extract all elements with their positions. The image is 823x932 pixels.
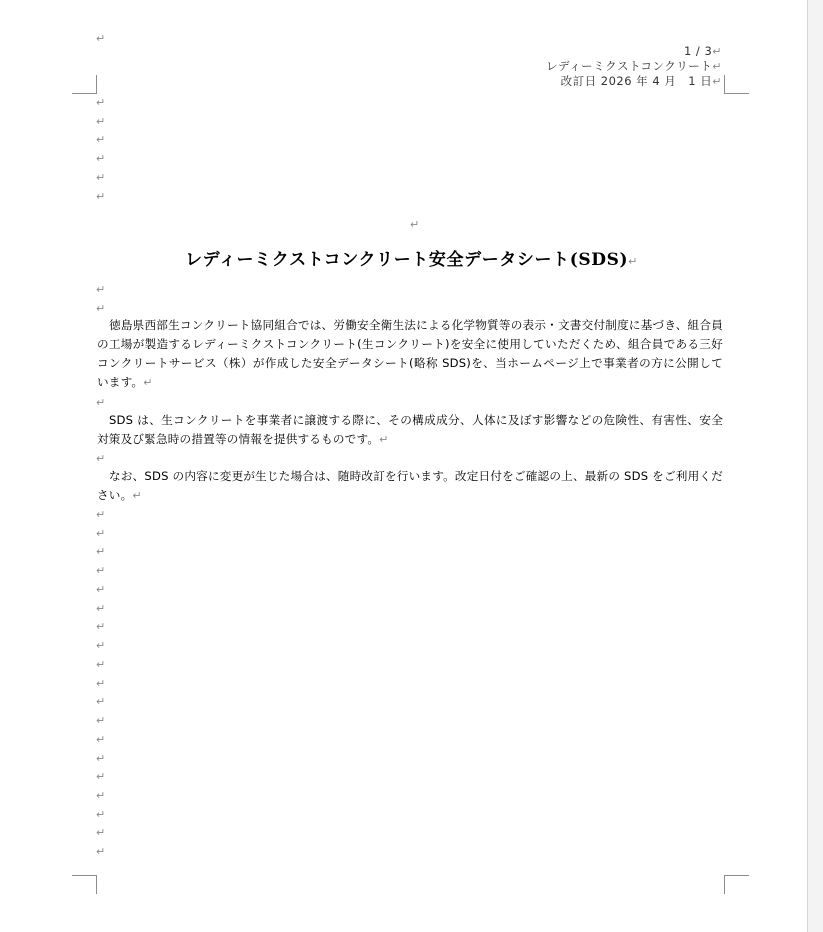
paragraph-mark-icon: ↵ [96, 96, 106, 109]
paragraph-mark-icon: ↵ [132, 489, 142, 502]
paragraph-mark-icon: ↵ [410, 218, 420, 231]
body-paragraph-revision-note: なお、SDS の内容に変更が生じた場合は、随時改訂を行います。改定日付をご確認の上、最新の SDS をご利用ください。↵ [97, 469, 723, 502]
paragraph-mark-icon: ↵ [96, 396, 106, 409]
paragraph-mark-icon: ↵ [96, 152, 106, 165]
body-paragraph-sds-purpose: SDS は、生コンクリートを事業者に譲渡する際に、その構成成分、人体に及ぼす影響などの危険性、有害性、安全対策及び緊急時の措置等の情報を提供するものです。↵ [97, 413, 723, 446]
header-product-name: レディーミクストコンクリート↵ [546, 59, 722, 73]
vertical-scrollbar[interactable] [807, 0, 823, 932]
crop-mark-bottom-left [72, 875, 97, 894]
paragraph-mark-icon: ↵ [96, 602, 106, 615]
paragraph-mark-icon: ↵ [96, 508, 106, 521]
paragraph-mark-icon: ↵ [96, 714, 106, 727]
paragraph-mark-icon: ↵ [96, 639, 106, 652]
paragraph-mark-icon: ↵ [96, 302, 106, 315]
paragraph-mark-icon: ↵ [96, 545, 106, 558]
crop-mark-bottom-right [724, 875, 749, 894]
paragraph-mark-icon: ↵ [96, 190, 106, 203]
header-page-counter: 1 / 3↵ [683, 44, 722, 58]
paragraph-mark-icon: ↵ [96, 845, 106, 858]
paragraph-mark-icon: ↵ [96, 752, 106, 765]
paragraph-mark-icon: ↵ [712, 45, 722, 58]
paragraph-mark-icon: ↵ [96, 452, 106, 465]
paragraph-mark-icon: ↵ [96, 677, 106, 690]
paragraph-mark-icon: ↵ [96, 115, 106, 128]
paragraph-mark-icon: ↵ [96, 789, 106, 802]
paragraph-mark-icon: ↵ [96, 826, 106, 839]
paragraph-mark-icon: ↵ [628, 255, 638, 268]
paragraph-mark-icon: ↵ [96, 770, 106, 783]
crop-mark-top-right [724, 75, 749, 94]
paragraph-mark-icon: ↵ [712, 75, 722, 88]
paragraph-mark-icon: ↵ [96, 695, 106, 708]
paragraph-mark-icon: ↵ [96, 620, 106, 633]
paragraph-mark-icon: ↵ [96, 283, 106, 296]
paragraph-mark-icon: ↵ [96, 32, 106, 45]
crop-mark-top-left [72, 75, 97, 94]
paragraph-mark-icon: ↵ [96, 564, 106, 577]
paragraph-mark-icon: ↵ [96, 808, 106, 821]
paragraph-mark-icon: ↵ [96, 583, 106, 596]
paragraph-mark-icon: ↵ [379, 433, 389, 446]
document-title: レディーミクストコンクリート安全データシート(SDS)↵ [185, 250, 638, 270]
paragraph-mark-icon: ↵ [96, 171, 106, 184]
body-paragraph-intro: 徳島県西部生コンクリート協同組合では、労働安全衛生法による化学物質等の表示・文書交付制度に基づき、組合員の工場が製造するレディーミクストコンクリート(生コンクリート)を安全に使用していただくため、組合員である三好コンクリートサービス（株）が作成した安全データシート(略称 SDS)を、当ホームページ上で事業者の方に公開しています。↵ [97, 318, 723, 389]
paragraph-mark-icon: ↵ [96, 658, 106, 671]
paragraph-mark-icon: ↵ [96, 527, 106, 540]
paragraph-mark-icon: ↵ [96, 133, 106, 146]
header-revision-date: 改訂日 2026 年 4 月 1 日↵ [560, 74, 722, 88]
paragraph-mark-icon: ↵ [712, 60, 722, 73]
paragraph-mark-icon: ↵ [96, 733, 106, 746]
paragraph-mark-icon: ↵ [143, 376, 153, 389]
